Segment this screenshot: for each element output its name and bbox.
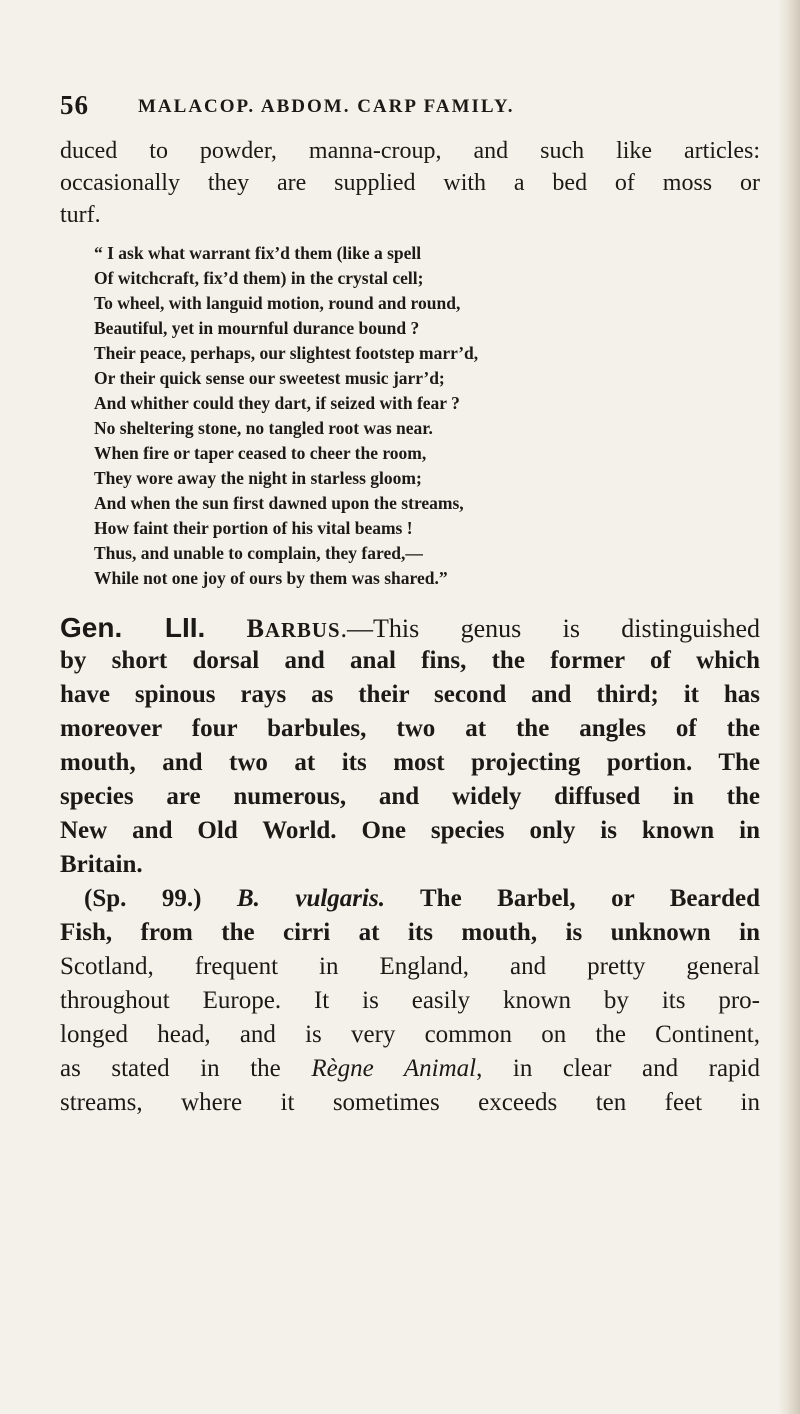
genus-name-initial: B xyxy=(246,614,266,643)
species-line xyxy=(60,1055,760,1083)
genus-line: mouth, and two at its most projecting portion. The xyxy=(60,749,760,776)
species-heading-line xyxy=(84,885,760,913)
verse-line: And whither could they dart, if seized with fear ? xyxy=(94,393,460,413)
verse-line: How faint their portion of his vital beams ! xyxy=(94,518,413,538)
verse-line: While not one joy of ours by them was shared.” xyxy=(94,568,448,588)
species-first-line-rest: The Barbel, or Bearded xyxy=(419,885,760,912)
verse-line: Or their quick sense our sweetest music jarr’d; xyxy=(94,368,445,388)
species-line: Fish, from the cirri at its mouth, is unknown in xyxy=(60,919,760,946)
page-edge-shadow xyxy=(778,0,800,1414)
genus-line: Britain. xyxy=(60,851,143,878)
genus-label: Gen. LII. xyxy=(60,612,206,643)
species-line: throughout Europe. It is easily known by its pro- xyxy=(60,987,760,1014)
verse-line: “ I ask what warrant fix’d them (like a spell xyxy=(94,243,422,263)
genus-line: moreover four barbules, two at the angles of the xyxy=(60,715,760,742)
species-line: Scotland, frequent in England, and pretty general xyxy=(60,953,760,980)
verse-line: Their peace, perhaps, our slightest footstep marr’d, xyxy=(94,343,479,363)
species-line: streams, where it sometimes exceeds ten feet in xyxy=(60,1089,760,1116)
verse-line: They wore away the night in starless gloom; xyxy=(94,468,422,488)
regne-animal-title: Règne Animal xyxy=(311,1055,477,1082)
species-line: longed head, and is very common on the Continent, xyxy=(60,1021,760,1048)
verse-line: Thus, and unable to complain, they fared,— xyxy=(94,543,423,563)
genus-line: New and Old World. One species only is known in xyxy=(60,817,760,844)
genus-line: by short dorsal and anal fins, the former of which xyxy=(60,647,760,674)
intro-line: occasionally they are supplied with a bed of moss or xyxy=(60,170,760,196)
species-line-start: as stated in the xyxy=(60,1055,281,1082)
genus-line: have spinous rays as their second and third; it has xyxy=(60,681,760,708)
running-title: MALACOP. ABDOM. CARP FAMILY. xyxy=(138,96,515,117)
verse-line: No sheltering stone, no tangled root was near. xyxy=(94,418,433,438)
verse-line: When fire or taper ceased to cheer the room, xyxy=(94,443,427,463)
verse-line: And when the sun first dawned upon the streams, xyxy=(94,493,464,513)
verse-line: Beautiful, yet in mournful durance bound ? xyxy=(94,318,420,338)
intro-line: duced to powder, manna-croup, and such like articles: xyxy=(60,138,760,164)
page-number: 56 xyxy=(60,90,89,120)
intro-line: turf. xyxy=(60,202,101,228)
species-line-end: , in clear and rapid xyxy=(476,1055,760,1082)
genus-name-rest: ARBUS xyxy=(265,619,341,642)
running-head xyxy=(60,90,760,130)
genus-line: species are numerous, and widely diffused in the xyxy=(60,783,760,810)
verse-line: Of witchcraft, fix’d them) in the crystal cell; xyxy=(94,268,424,288)
genus-first-line-rest: .—This genus is distinguished xyxy=(340,614,760,643)
species-latin-name: B. vulgaris. xyxy=(236,885,385,912)
genus-heading-line xyxy=(60,612,760,644)
genus-name xyxy=(247,614,341,643)
species-number: (Sp. 99.) xyxy=(84,885,202,912)
verse-line: To wheel, with languid motion, round and round, xyxy=(94,293,461,313)
